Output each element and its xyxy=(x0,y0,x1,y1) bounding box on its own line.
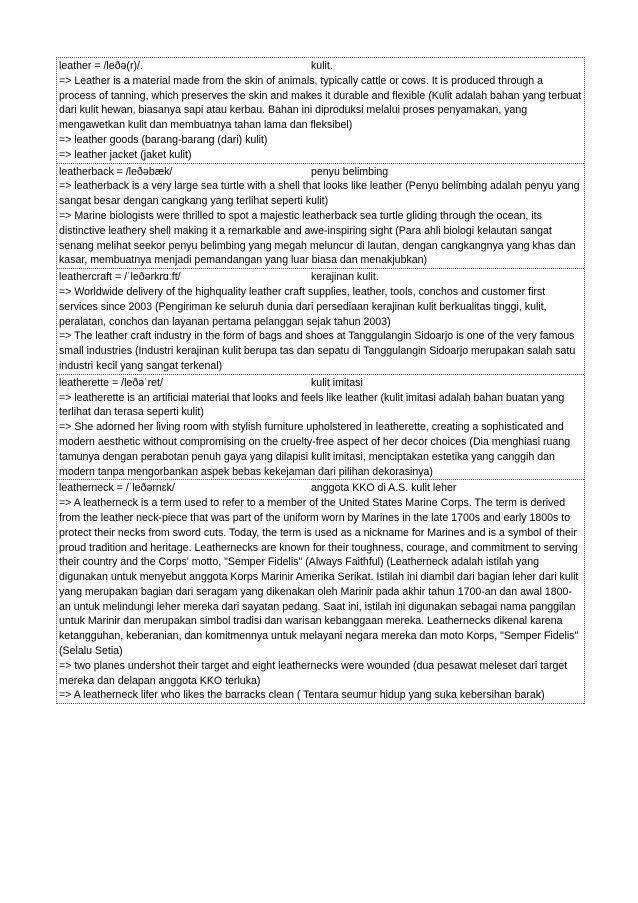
entry-example: => leather goods (barang-barang (dari) kulit) xyxy=(59,133,268,146)
entry-meaning: kerajinan kulit. xyxy=(311,271,379,284)
entry-term: leatherneck = /ˈleðərnɛk/ xyxy=(59,482,175,495)
entry-headline xyxy=(59,481,582,496)
entry-leatherette xyxy=(57,375,584,481)
entry-leathercraft xyxy=(57,269,584,375)
entry-leatherback xyxy=(57,164,584,270)
entry-example: => A leatherneck lifer who likes the barracks clean ( Tentara seumur hidup yang suka kebersihan barak) xyxy=(59,689,545,702)
dictionary-sheet xyxy=(56,57,585,704)
entry-leatherneck xyxy=(57,480,584,704)
entry-example: => She adorned her living room with stylish furniture upholstered in leatherette, creating a sophisticated and modern aesthetic without compromising on the cruelty-free aspect of her decor choices (Dia menghiasi ruang tamunya dengan perabotan penuh gaya yang dilapisi kulit imitasi, menciptakan estetika yang canggih dan modern tanpa mengorbankan aspek bebas kekejaman dari pilihan dekorasinya) xyxy=(59,421,571,478)
entry-definition: => leatherback is a very large sea turtle with a shell that looks like leather (Penyu belimbing adalah penyu yang sangat besar dengan cangkang yang terlihat seperti kulit) xyxy=(59,180,580,208)
entry-example: => Worldwide delivery of the highquality leather craft supplies, leather, tools, conchos and customer first services since 2003 (Pengiriman ke seluruh dunia dari persediaan kerajinan kulit berkualitas tinggi, kulit, peralatan, conchos dan layanan pertama pelanggan sejak tahun 2003) xyxy=(59,285,547,328)
entry-example: => leather jacket (jaket kulit) xyxy=(59,148,192,161)
entry-term: leather = /leðə(r)/. xyxy=(59,60,143,72)
entry-headline xyxy=(59,165,582,180)
entry-leather xyxy=(57,58,584,164)
entry-example: => The leather craft industry in the form of bags and shoes at Tanggulangin Sidoarjo is one of the very famous small industries (Industri kerajinan kulit berupa tas dan sepatu di Tanggulangin Sidoarjo merupakan salah satu industri kecil yang sangat terkenal) xyxy=(59,330,576,372)
entry-term: leathercraft = /ˈleðərkrɑːft/ xyxy=(59,271,181,284)
entry-meaning: kulit imitasi xyxy=(311,376,363,389)
entry-definition: => Leather is a material made from the skin of animals, typically cattle or cows. It is produced through a process of tanning, which preserves the skin and makes it durable and flexible (Kulit adalah bahan yang terbuat dari kulit hewan, biasanya sapi atau kerbau. Bahan ini diproduksi melalui proses penyamakan, yang mengawetkan kulit dan membuatnya tahan lama dan fleksibel) xyxy=(59,74,582,132)
entry-term: leatherback = /leðəbæk/ xyxy=(59,165,173,178)
entry-headline xyxy=(59,376,582,391)
entry-headline xyxy=(59,270,582,285)
entry-term: leatherette = /leðəˈret/ xyxy=(59,376,163,389)
entry-meaning: kulit. xyxy=(311,60,333,72)
entry-meaning: penyu belimbing xyxy=(311,165,389,178)
entry-example: => Marine biologists were thrilled to spot a majestic leatherback sea turtle gliding through the ocean, its distinctive leathery shell making it a remarkable and awe-inspiring sight (Para ahli biologi kelautan sangat senang melihat seekor penyu belimbing yang megah meluncur di lautan, dengan cangkangnya yang khas dan kasar, membuatnya menjadi pemandangan yang luar biasa dan menakjubkan) xyxy=(59,209,576,267)
entry-headline xyxy=(59,59,582,74)
entry-example: => two planes undershot their target and eight leathernecks were wounded (dua pesawat meleset dari target mereka dan delapan anggota KKO terluka) xyxy=(59,659,568,687)
entry-meaning: anggota KKO di A.S. kulit leher xyxy=(311,482,457,495)
entry-definition: => leatherette is an artificial material that looks and feels like leather (kulit imitasi adalah bahan buatan yang terlihat dan terasa seperti kulit) xyxy=(59,391,565,419)
entry-definition: => A leatherneck is a term used to refer to a member of the United States Marine Corps. The term is derived from the leather neck-piece that was part of the uniform worn by Marines in the late 1700s and early 1800s to protect their necks from sword cuts. Today, the term is used as a nickname for Marines and is a symbol of their proud tradition and heritage. Leathernecks are known for their toughness, courage, and commitment to serving their country and the Corps' motto, "Semper Fidelis" (Always Faithful) (Leatherneck adalah istilah yang digunakan untuk menyebut anggota Korps Marinir Amerika Serikat. Istilah ini diambil dari bagian leher dari kulit yang merupakan bagian dari seragam yang dikenakan oleh Marinir pada akhir tahun 1700-an dan awal 1800-an untuk melindungi leher mereka dari sayatan pedang. Saat ini, istilah ini digunakan sebagai nama panggilan untuk Marinir dan merupakan simbol tradisi dan warisan kebanggaan mereka. Leathernecks dikenal karena ketangguhan, keberanian, dan komitmennya untuk melayani negara mereka dan moto Korps, "Semper Fidelis" (Selalu Setia) xyxy=(59,497,579,658)
